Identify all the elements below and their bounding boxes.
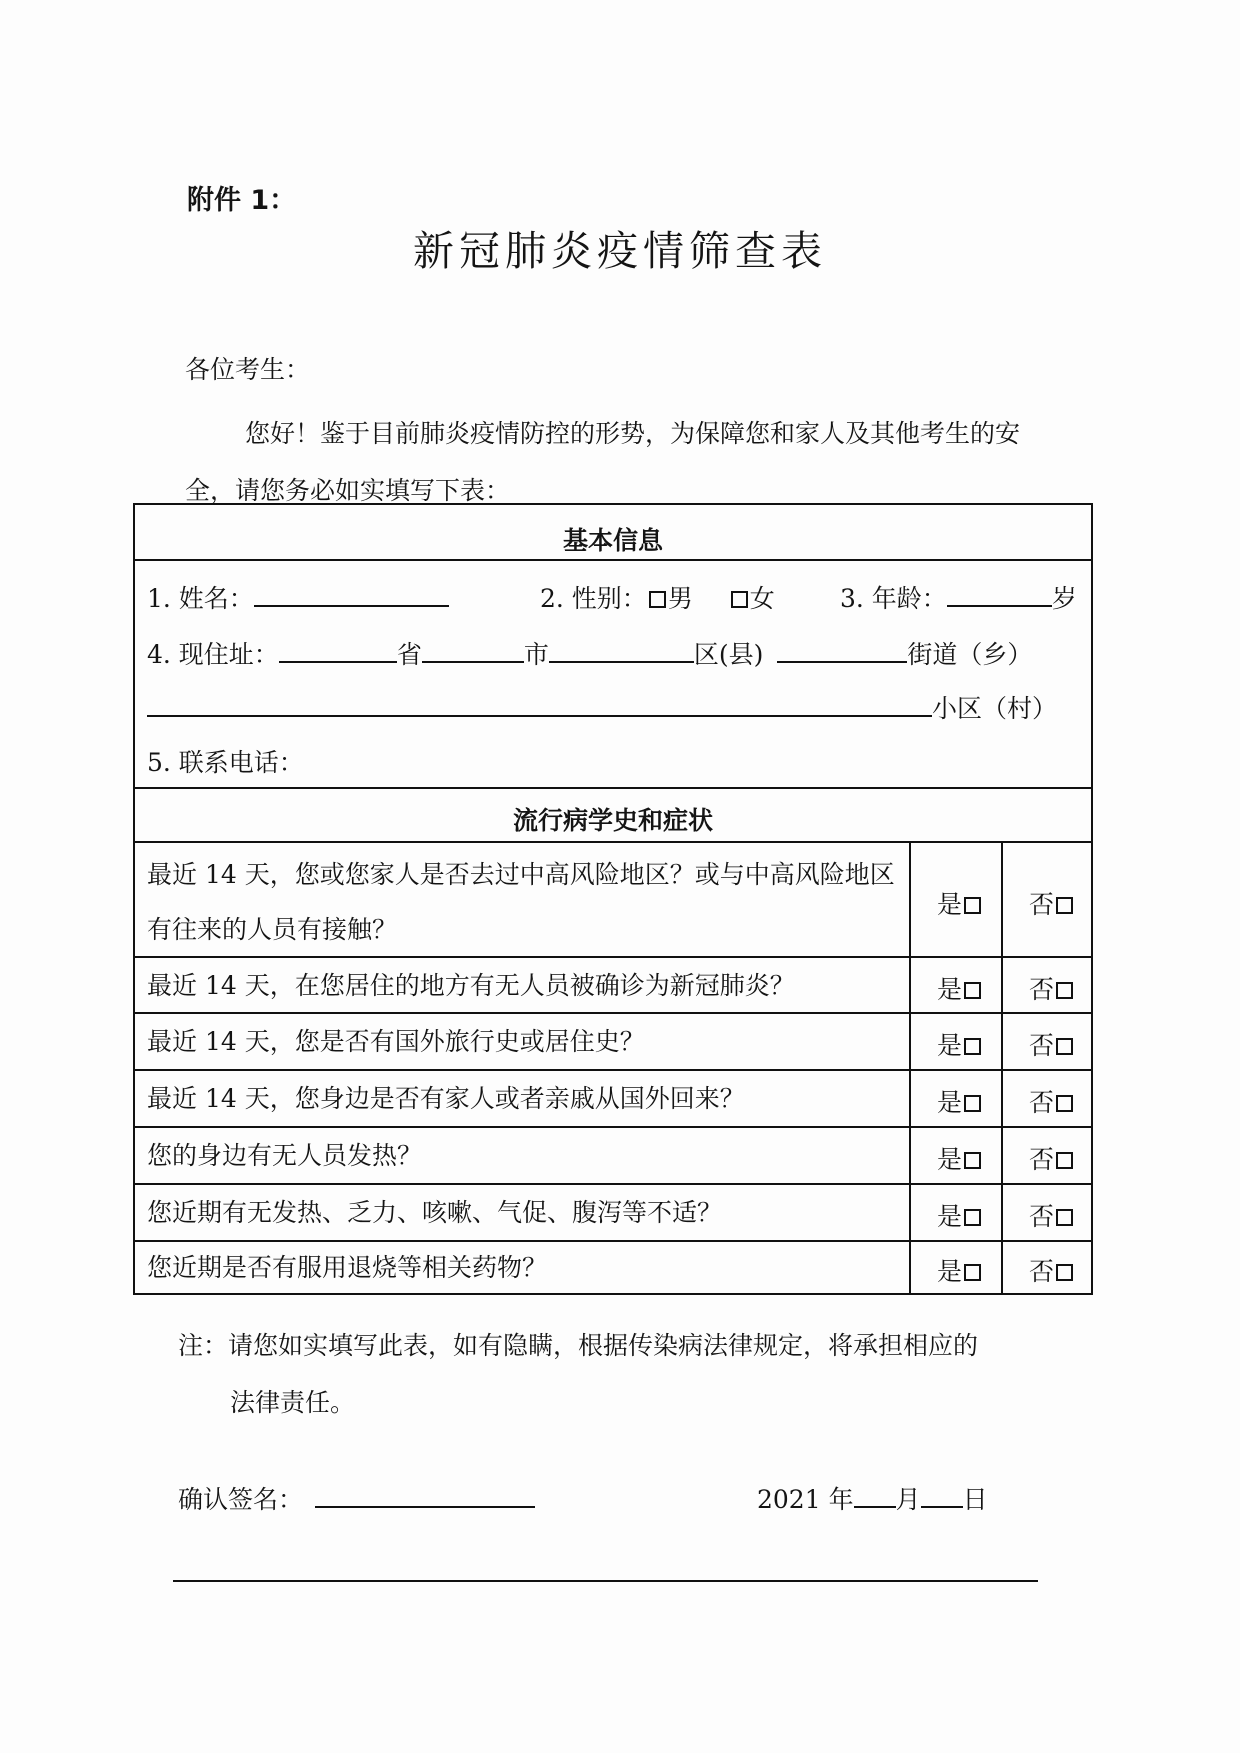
- q7-yes-checkbox[interactable]: [964, 1264, 981, 1281]
- yes-label: 是: [936, 1202, 962, 1231]
- street-label: 街道（乡）: [907, 640, 1033, 669]
- age-blank[interactable]: [947, 581, 1052, 607]
- screening-table: [133, 503, 1093, 1295]
- question-7: 您近期是否有服用退烧等相关药物？: [147, 1253, 548, 1282]
- q6-yes-checkbox[interactable]: [964, 1209, 981, 1226]
- q4-yes[interactable]: [915, 1083, 1005, 1119]
- question-2: 最近 14 天，在您居住的地方有无人员被确诊为新冠肺炎？: [147, 971, 795, 1000]
- intro-paragraph: 您好！鉴于目前肺炎疫情防控的形势，为保障您和家人及其他考生的安全，请您务必如实填写下表：: [185, 419, 1021, 505]
- address-field: [147, 635, 1032, 671]
- greeting: 各位考生：: [185, 355, 311, 384]
- no-label: 否: [1028, 975, 1054, 1004]
- date-month: 月: [895, 1485, 921, 1514]
- q1-no-checkbox[interactable]: [1056, 897, 1073, 914]
- name-label: 1. 姓名：: [147, 584, 254, 613]
- q5-yes-checkbox[interactable]: [964, 1152, 981, 1169]
- age-unit: 岁: [1051, 584, 1077, 613]
- address-label: 4. 现住址：: [147, 640, 279, 669]
- q6-no[interactable]: [1007, 1197, 1097, 1233]
- question-3: 最近 14 天，您是否有国外旅行史或居住史？: [147, 1027, 645, 1056]
- q2-no[interactable]: [1007, 970, 1097, 1006]
- no-label: 否: [1028, 890, 1054, 919]
- province-blank[interactable]: [279, 637, 397, 663]
- name-blank[interactable]: [254, 581, 449, 607]
- district-label: 区(县): [693, 640, 764, 669]
- q6-no-checkbox[interactable]: [1056, 1209, 1073, 1226]
- q5-yes[interactable]: [915, 1140, 1005, 1176]
- q2-no-checkbox[interactable]: [1056, 982, 1073, 999]
- phone-label[interactable]: 5. 联系电话：: [147, 748, 304, 777]
- no-label: 否: [1028, 1257, 1054, 1286]
- epi-header: 流行病学史和症状: [512, 806, 713, 835]
- q1-yes-checkbox[interactable]: [964, 897, 981, 914]
- yes-label: 是: [936, 890, 962, 919]
- signature-blank[interactable]: [315, 1482, 535, 1508]
- city-blank[interactable]: [422, 637, 524, 663]
- province-label: 省: [396, 640, 422, 669]
- community-field: [147, 689, 1057, 725]
- phone-field: [147, 743, 304, 779]
- q7-yes[interactable]: [915, 1252, 1005, 1288]
- q5-no[interactable]: [1007, 1140, 1097, 1176]
- signature-label: 确认签名：: [178, 1485, 304, 1514]
- yes-label: 是: [936, 975, 962, 1004]
- date-field: [757, 1480, 988, 1516]
- q7-no-checkbox[interactable]: [1056, 1264, 1073, 1281]
- no-label: 否: [1028, 1088, 1054, 1117]
- no-label: 否: [1028, 1145, 1054, 1174]
- yes-label: 是: [936, 1088, 962, 1117]
- gender-field: [540, 579, 775, 615]
- q2-yes-checkbox[interactable]: [964, 982, 981, 999]
- age-field: [840, 579, 1077, 615]
- age-label: 3. 年龄：: [840, 584, 947, 613]
- city-label: 市: [523, 640, 549, 669]
- q3-yes-checkbox[interactable]: [964, 1038, 981, 1055]
- date-day: 日: [962, 1485, 988, 1514]
- name-field[interactable]: [147, 579, 449, 615]
- basic-info-header: 基本信息: [562, 526, 663, 555]
- question-4: 最近 14 天，您身边是否有家人或者亲戚从国外回来？: [147, 1084, 745, 1113]
- street-blank[interactable]: [777, 637, 907, 663]
- page-title: 新冠肺炎疫情筛查表: [413, 227, 827, 275]
- gender-label: 2. 性别：: [540, 584, 647, 613]
- male-label: 男: [667, 584, 693, 613]
- note-label: 注：: [178, 1331, 229, 1360]
- note-line-1: 请您如实填写此表，如有隐瞒，根据传染病法律规定，将承担相应的: [228, 1331, 979, 1360]
- q4-yes-checkbox[interactable]: [964, 1095, 981, 1112]
- district-blank[interactable]: [549, 637, 694, 663]
- q5-no-checkbox[interactable]: [1056, 1152, 1073, 1169]
- month-blank[interactable]: [854, 1482, 896, 1508]
- q3-no[interactable]: [1007, 1026, 1097, 1062]
- yes-label: 是: [936, 1145, 962, 1174]
- q4-no-checkbox[interactable]: [1056, 1095, 1073, 1112]
- signature-field: [178, 1480, 535, 1516]
- q4-no[interactable]: [1007, 1083, 1097, 1119]
- male-checkbox[interactable]: [649, 591, 666, 608]
- female-checkbox[interactable]: [731, 591, 748, 608]
- community-blank[interactable]: [147, 691, 932, 717]
- q7-no[interactable]: [1007, 1252, 1097, 1288]
- q3-yes[interactable]: [915, 1026, 1005, 1062]
- q6-yes[interactable]: [915, 1197, 1005, 1233]
- q1-no[interactable]: [1007, 885, 1097, 921]
- no-label: 否: [1028, 1031, 1054, 1060]
- community-label: 小区（村）: [932, 694, 1058, 723]
- annex-label: 附件 1：: [187, 185, 297, 216]
- yes-label: 是: [936, 1257, 962, 1286]
- yes-label: 是: [936, 1031, 962, 1060]
- footnote: [178, 1317, 1058, 1431]
- question-5: 您的身边有无人员发热？: [147, 1141, 423, 1170]
- day-blank[interactable]: [921, 1482, 963, 1508]
- note-line-2: 法律责任。: [230, 1388, 356, 1417]
- no-label: 否: [1028, 1202, 1054, 1231]
- q1-yes[interactable]: [915, 885, 1005, 921]
- female-label: 女: [749, 584, 775, 613]
- bottom-rule: [173, 1580, 1038, 1582]
- date-year: 2021 年: [757, 1485, 854, 1514]
- question-1: 最近 14 天，您或您家人是否去过中高风险地区？或与中高风险地区有往来的人员有接触？: [147, 860, 895, 944]
- question-6: 您近期有无发热、乏力、咳嗽、气促、腹泻等不适？: [147, 1198, 723, 1227]
- q3-no-checkbox[interactable]: [1056, 1038, 1073, 1055]
- q2-yes[interactable]: [915, 970, 1005, 1006]
